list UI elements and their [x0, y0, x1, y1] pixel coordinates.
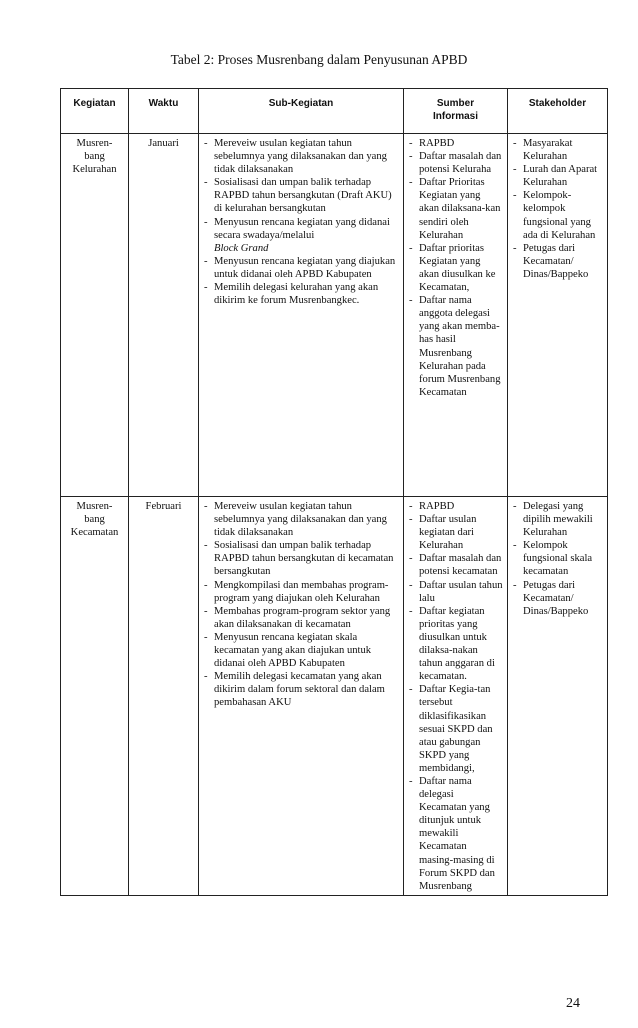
- list-item: - Menyusun rencana kegiatan skala kecamatan yang akan diajukan untuk didanai oleh APBD Kabupaten: [203, 631, 399, 670]
- sub-kegiatan-cell: [199, 497, 404, 896]
- table-row: [61, 134, 608, 497]
- header-sumber-informasi: Sumber Informasi: [404, 89, 508, 134]
- waktu-cell: Februari: [129, 497, 199, 896]
- table-row: [61, 497, 608, 896]
- list-item: - Daftar prioritas Kegiatan yang akan diusulkan ke Kecamatan,: [408, 242, 503, 294]
- list-item: - Memilih delegasi kelurahan yang akan dikirim ke forum Musrenbangkec.: [203, 281, 399, 307]
- list-item: - Daftar masalah dan potensi Keluraha: [408, 150, 503, 176]
- list-item: - RAPBD: [408, 500, 503, 513]
- header-sub-kegiatan: Sub-Kegiatan: [199, 89, 404, 134]
- header-row: [61, 89, 608, 134]
- stakeholder-cell: [508, 497, 608, 896]
- list-item: - Masyarakat Kelurahan: [512, 137, 603, 163]
- list-item: - Mengkompilasi dan membahas program-program yang diajukan oleh Kelurahan: [203, 579, 399, 605]
- list-item: [203, 216, 399, 255]
- list-item: - Daftar kegiatan prioritas yang diusulkan untuk dilaksa-nakan tahun anggaran di kecamatan.: [408, 605, 503, 684]
- list-item: - Petugas dari Kecamatan/ Dinas/Bappeko: [512, 579, 603, 618]
- sub-kegiatan-cell: [199, 134, 404, 497]
- list-item: - Mereveiw usulan kegiatan tahun sebelumnya yang dilaksanakan dan yang tidak dilaksanakan: [203, 137, 399, 176]
- list-item: - Kelompok-kelompok fungsional yang ada di Kelurahan: [512, 189, 603, 241]
- page-number: 24: [566, 996, 580, 1011]
- list-item: - Daftar Kegia-tan tersebut diklasifikasikan sesuai SKPD dan atau gabungan SKPD yang membidangi,: [408, 683, 503, 775]
- table-title: Tabel 2: Proses Musrenbang dalam Penyusunan APBD: [170, 52, 468, 67]
- kegiatan-cell: Musren- bang Kecamatan: [61, 497, 129, 896]
- list-item: - Daftar Prioritas Kegiatan yang akan dilaksana-kan sendiri oleh Kelurahan: [408, 176, 503, 241]
- list-item-text: Menyusun rencana kegiatan yang didanai secara swadaya/melalui: [214, 216, 390, 241]
- stakeholder-cell: [508, 134, 608, 497]
- list-item: - Daftar nama anggota delegasi yang akan memba-has hasil Musrenbang Kelurahan pada forum Musrenbang Kecamatan: [408, 294, 503, 399]
- list-item: - Menyusun rencana kegiatan yang diajukan untuk didanai oleh APBD Kabupaten: [203, 255, 399, 281]
- list-item: - Kelompok fungsional skala kecamatan: [512, 539, 603, 578]
- musrenbang-table: [60, 88, 608, 896]
- kegiatan-cell: Musren- bang Kelurahan: [61, 134, 129, 497]
- list-item: - Daftar usulan tahun lalu: [408, 579, 503, 605]
- list-item: - RAPBD: [408, 137, 503, 150]
- list-item: - Delegasi yang dipilih mewakili Kelurahan: [512, 500, 603, 539]
- list-item: - Mereveiw usulan kegiatan tahun sebelumnya yang dilaksanakan dan yang tidak dilaksanakan: [203, 500, 399, 539]
- sumber-informasi-cell: [404, 497, 508, 896]
- sumber-informasi-cell: [404, 134, 508, 497]
- block-grand-term: Block Grand: [214, 242, 269, 254]
- list-item: - Sosialisasi dan umpan balik terhadap RAPBD tahun bersangkutan di kecamatan bersangkutan: [203, 539, 399, 578]
- header-waktu: Waktu: [129, 89, 199, 134]
- list-item: - Daftar nama delegasi Kecamatan yang ditunjuk untuk mewakili Kecamatan masing-masing di Forum SKPD dan Musrenbang: [408, 775, 503, 893]
- list-item: - Petugas dari Kecamatan/ Dinas/Bappeko: [512, 242, 603, 281]
- header-stakeholder: Stakeholder: [508, 89, 608, 134]
- header-kegiatan: Kegiatan: [61, 89, 129, 134]
- list-item: - Sosialisasi dan umpan balik terhadap RAPBD tahun bersangkutan (Draft AKU) di kelurahan bersangkutan: [203, 176, 399, 215]
- list-item: - Lurah dan Aparat Kelurahan: [512, 163, 603, 189]
- list-item: - Memilih delegasi kecamatan yang akan dikirim dalam forum sektoral dan dalam pembahasan AKU: [203, 670, 399, 709]
- list-item: - Daftar usulan kegiatan dari Kelurahan: [408, 513, 503, 552]
- waktu-cell: Januari: [129, 134, 199, 497]
- list-item: - Daftar masalah dan potensi kecamatan: [408, 552, 503, 578]
- list-item: - Membahas program-program sektor yang akan dilaksanakan di kecamatan: [203, 605, 399, 631]
